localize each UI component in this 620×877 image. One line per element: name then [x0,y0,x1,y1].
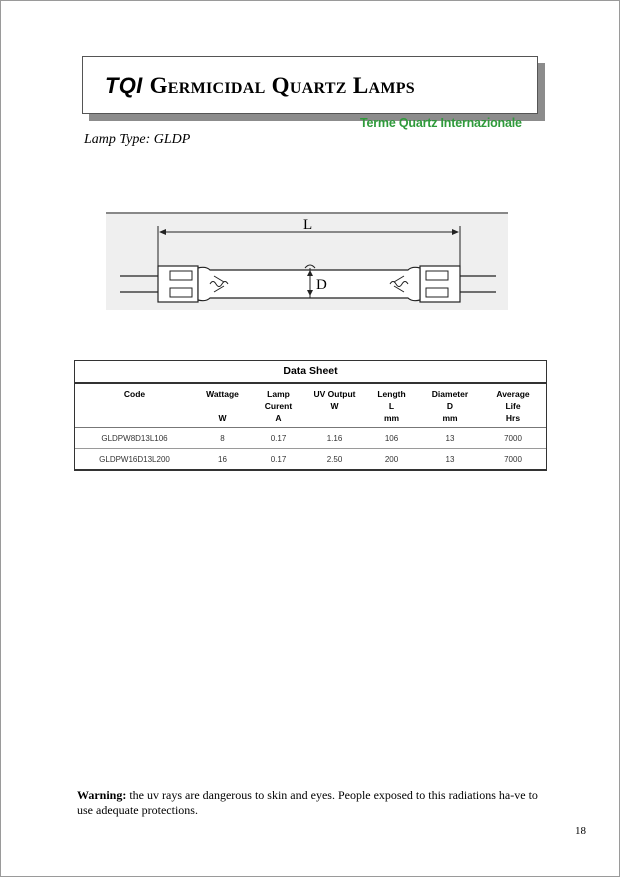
table-header-row [75,384,546,428]
warning-text: the uv rays are dangerous to skin and eyes. People exposed to this radiations ha-ve to use adequate protections. [77,788,538,817]
column-header-line3: mm [383,413,400,423]
column-header-line1: Length [377,389,406,399]
table-cell: 7000 [504,433,522,443]
table-cell: 0.17 [270,454,287,464]
company-name: Terme Quartz Internazionale [360,116,522,130]
column-header-line3: Hrs [505,413,521,423]
column-header [480,384,546,428]
page-number: 18 [575,825,586,837]
lamp-diagram [106,210,508,310]
column-header-line3: A [275,413,282,423]
column-header-line2: Life [505,401,521,411]
data-table [75,384,546,469]
column-header-line3: W [218,413,227,423]
table-cell: 13 [445,454,455,464]
table-cell: 7000 [504,454,522,464]
column-header-line1: Wattage [206,389,239,399]
column-header [251,384,306,428]
table-cell: GLDPW16D13L200 [99,454,170,464]
warning-note [77,788,547,818]
table-row [75,428,546,449]
column-header [306,384,363,428]
column-header-line2 [75,400,194,412]
table-cell: 200 [384,454,399,464]
column-header-line1: Diameter [431,389,469,399]
pin-left-top [170,271,192,280]
data-sheet-title: Data Sheet [75,361,546,384]
column-header-line1: Code [123,389,146,399]
page-title [105,73,415,99]
data-sheet-table [74,360,547,471]
title-box [82,56,538,114]
title-label: Germicidal Quartz Lamps [149,73,415,98]
pin-right-top [426,271,448,280]
brand-name: TQI [105,73,143,98]
table-row [75,449,546,470]
column-header-line3 [75,412,194,424]
pin-left-bottom [170,288,192,297]
pin-right-bottom [426,288,448,297]
column-header-line1: Lamp [267,389,290,399]
table-cell: 13 [445,433,455,443]
table-cell: 8 [220,433,225,443]
column-header-line3 [306,412,363,424]
column-header-line2: W [330,401,339,411]
column-header [194,384,251,428]
column-header-line2: L [388,401,395,411]
column-header-line2 [194,400,251,412]
lamp-type-label: Lamp Type: GLDP [84,132,191,147]
table-cell: 2.50 [326,454,343,464]
diameter-label: D [316,277,327,293]
table-body [75,428,546,470]
table-cell: 1.16 [326,433,343,443]
warning-label: Warning: [77,788,127,802]
column-header-line3: mm [442,413,458,423]
column-header-line1: UV Output [313,389,356,399]
column-header-line1: Average [496,389,530,399]
column-header-line2: Curent [264,401,293,411]
column-header-line2: D [446,401,454,411]
column-header [75,384,194,428]
table-cell: GLDPW8D13L106 [101,433,168,443]
table-cell: 16 [218,454,227,464]
table-cell: 0.17 [270,433,287,443]
column-header [420,384,480,428]
column-header [363,384,420,428]
table-cell: 106 [384,433,399,443]
length-label: L [303,217,313,233]
